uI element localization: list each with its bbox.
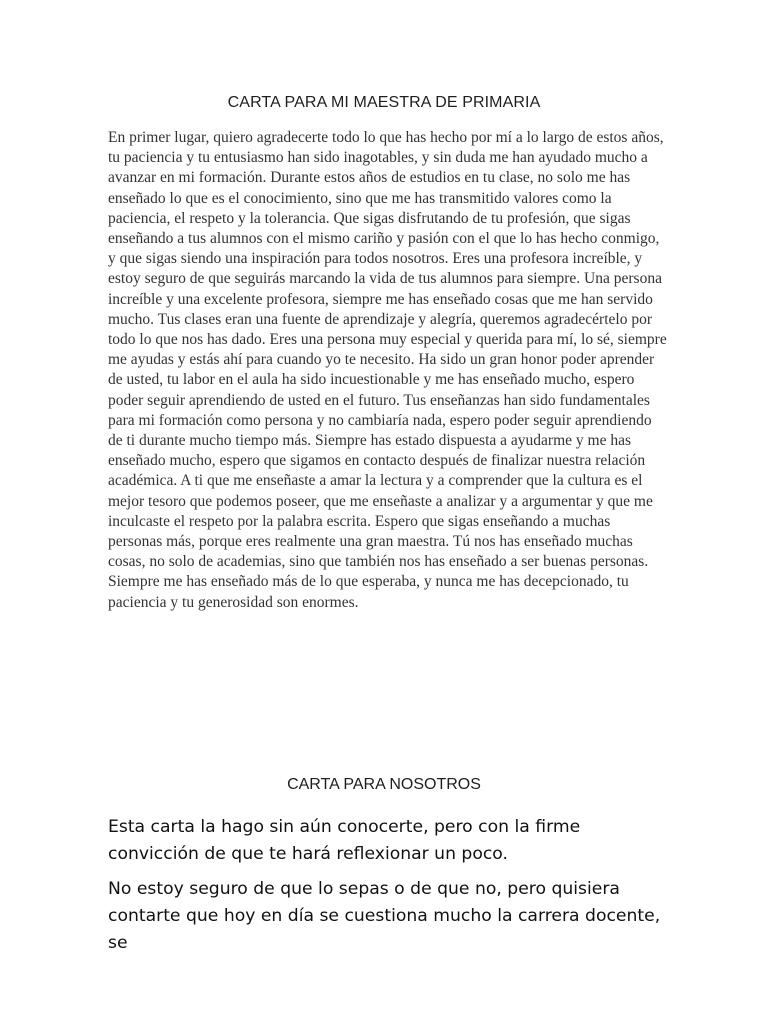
letter-title-to-us: CARTA PARA NOSOTROS (287, 776, 481, 793)
letter-paragraph-2: No estoy seguro de que lo sepas o de que no, pero quisiera contarte que hoy en día se cuestiona mucho la carrera docente, se (108, 879, 661, 953)
letter-paragraph-1: Esta carta la hago sin aún conocerte, pero con la firme convicción de que te hará reflexionar un poco. (108, 817, 581, 864)
letter-body-primary-teacher: En primer lugar, quiero agradecerte todo lo que has hecho por mí a lo largo de estos años, tu paciencia y tu entusiasmo han sido inagotables, y sin duda me han ayudado mucho a avanzar en mi formación. Durante estos años de estudios en tu clase, no solo me has enseñado lo que es el conocimiento, sino que me has transmitido valores como la paciencia, el respeto y la tolerancia. Que sigas disfrutando de tu profesión, que sigas enseñando a tus alumnos con el mismo cariño y pasión con el que lo has hecho conmigo, y que sigas siendo una inspiración para todos nosotros. Eres una profesora increíble, y estoy seguro de que seguirás marcando la vida de tus alumnos para siempre. Una persona increíble y una excelente profesora, siempre me has enseñado cosas que me han servido mucho. Tus clases eran una fuente de aprendizaje y alegría, queremos agradecértelo por todo lo que nos has dado. Eres una persona muy especial y querida para mí, lo sé, siempre me ayudas y estás ahí para cuando yo te necesito. Ha sido un gran honor poder aprender de usted, tu labor en el aula ha sido incuestionable y me has enseñado mucho, espero poder seguir aprendiendo de usted en el futuro. Tus enseñanzas han sido fundamentales para mi formación como persona y no cambiaría nada, espero poder seguir aprendiendo de ti durante mucho tiempo más. Siempre has estado dispuesta a ayudarme y me has enseñado mucho, espero que sigamos en contacto después de finalizar nuestra relación académica. A ti que me enseñaste a amar la lectura y a comprender que la cultura es el mejor tesoro que podemos poseer, que me enseñaste a analizar y a argumentar y que me inculcaste el respeto por la palabra escrita. Espero que sigas enseñando a muchas personas más, porque eres realmente una gran maestra. Tú nos has enseñado muchas cosas, no solo de academias, sino que también nos has enseñado a ser buenas personas. Siempre me has enseñado más de lo que esperaba, y nunca me has decepcionado, tu paciencia y tu generosidad son enormes. (108, 129, 667, 611)
letter-title-primary-teacher: CARTA PARA MI MAESTRA DE PRIMARIA (227, 94, 541, 111)
